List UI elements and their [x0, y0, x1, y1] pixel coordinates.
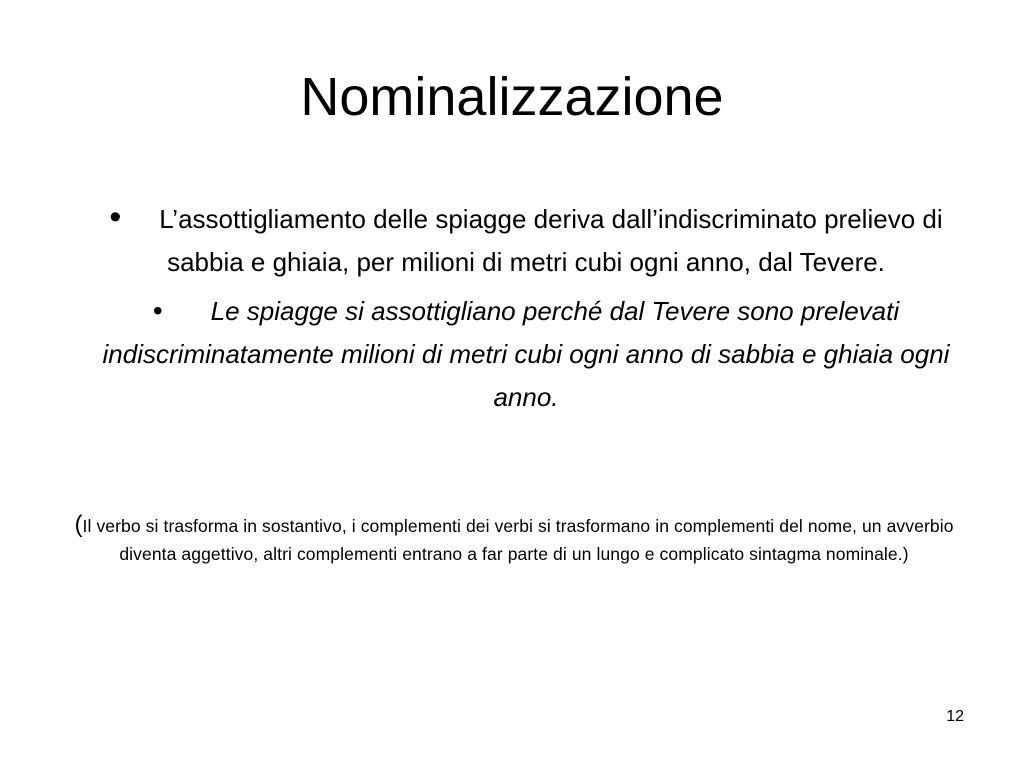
bullet-list — [88, 196, 964, 424]
page-number: 12 — [946, 708, 964, 725]
bullet-text: Le spiagge si assottigliano perché dal Tevere sono prelevati indiscriminatamente milioni di metri cubi ogni anno di sabbia e ghiaia ogni anno. — [102, 296, 950, 412]
note-open-paren: ( — [74, 511, 83, 538]
note-close-paren: ) — [902, 544, 909, 564]
note-text: Il verbo si trasforma in sostantivo, i complementi dei verbi si trasformano in complementi del nome, un avverbio diventa aggettivo, altri complementi entrano a far parte di un lungo e complicato sintagma nominale. — [82, 516, 954, 564]
bullet-text: L’assottigliamento delle spiagge deriva dall’indiscriminato prelievo di sabbia e ghiaia, per milioni di metri cubi ogni anno, dal Tevere. — [159, 204, 943, 277]
bullet-item — [88, 289, 964, 419]
explanatory-note — [62, 511, 966, 568]
bullet-marker: • — [109, 198, 122, 236]
slide-title: Nominalizzazione — [300, 67, 724, 127]
bullet-item — [88, 196, 964, 284]
bullet-marker: • — [152, 295, 163, 326]
